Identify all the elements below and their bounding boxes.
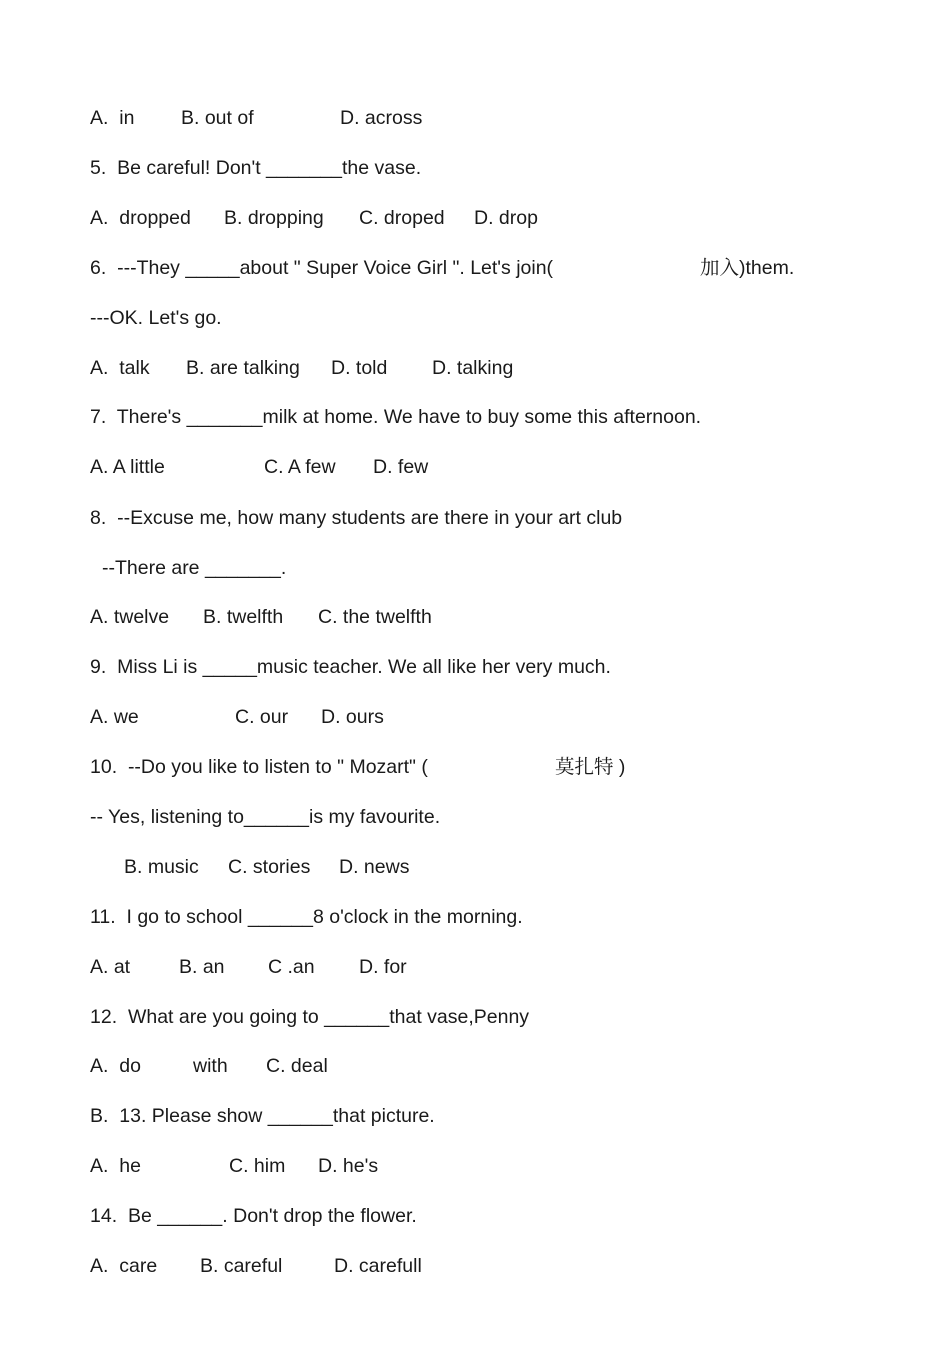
answer-options: C. A few [264,456,336,478]
answer-options: B. music [124,856,199,878]
question-13: B. 13. Please show ______that picture. [90,1105,435,1127]
dialogue-line: ---OK. Let's go. [90,307,222,329]
answer-options: D. drop [474,207,538,229]
question-10-gloss: 莫扎特 ) [555,756,626,778]
answer-options: C. stories [228,856,311,878]
answer-options: C. deal [266,1055,328,1077]
answer-options: C. our [235,706,289,728]
answer-options: D. talking [432,357,514,379]
answer-options: A. twelve [90,606,170,628]
answer-options: A. do [90,1055,141,1077]
answer-options: D. he's [318,1155,379,1177]
answer-options: B. dropping [224,207,324,229]
question-9: 9. Miss Li is _____music teacher. We all like her very much. [90,656,611,678]
answer-options: B. an [179,956,225,978]
answer-options: with [193,1055,228,1077]
answer-options: B. out of [181,107,254,129]
question-5: 5. Be careful! Don't _______the vase. [90,157,422,179]
dialogue-line: -- Yes, listening to______is my favourite. [90,806,441,828]
question-6-gloss: 加入)them. [700,257,795,279]
answer-options: A. care [90,1255,158,1277]
answer-options: C .an [268,956,315,978]
answer-options: B. are talking [186,357,300,379]
answer-options: A. in [90,107,135,129]
answer-options: D. told [331,357,388,379]
answer-options: A. he [90,1155,141,1177]
answer-options: D. across [340,107,423,129]
question-11: 11. I go to school ______8 o'clock in the morning. [90,906,523,928]
answer-options: A. we [90,706,139,728]
question-12: 12. What are you going to ______that vase,Penny [90,1006,530,1028]
answer-options: B. twelfth [203,606,284,628]
answer-options: D. carefull [334,1255,422,1277]
question-6: 6. ---They _____about " Super Voice Girl ". Let's join( [90,257,554,279]
answer-options: A. A little [90,456,165,478]
answer-options: A. dropped [90,207,191,229]
answer-options: B. careful [200,1255,283,1277]
answer-options: A. at [90,956,131,978]
answer-options: D. few [373,456,429,478]
answer-options: A. talk [90,357,150,379]
dialogue-line: --There are _______. [102,557,287,579]
answer-options: C. droped [359,207,445,229]
answer-options: D. for [359,956,407,978]
answer-options: D. ours [321,706,384,728]
question-7: 7. There's _______milk at home. We have to buy some this afternoon. [90,406,702,428]
question-10: 10. --Do you like to listen to " Mozart" ( [90,756,428,778]
question-8: 8. --Excuse me, how many students are there in your art club [90,507,623,529]
answer-options: D. news [339,856,410,878]
answer-options: C. the twelfth [318,606,432,628]
question-14: 14. Be ______. Don't drop the flower. [90,1205,417,1227]
answer-options: C. him [229,1155,286,1177]
